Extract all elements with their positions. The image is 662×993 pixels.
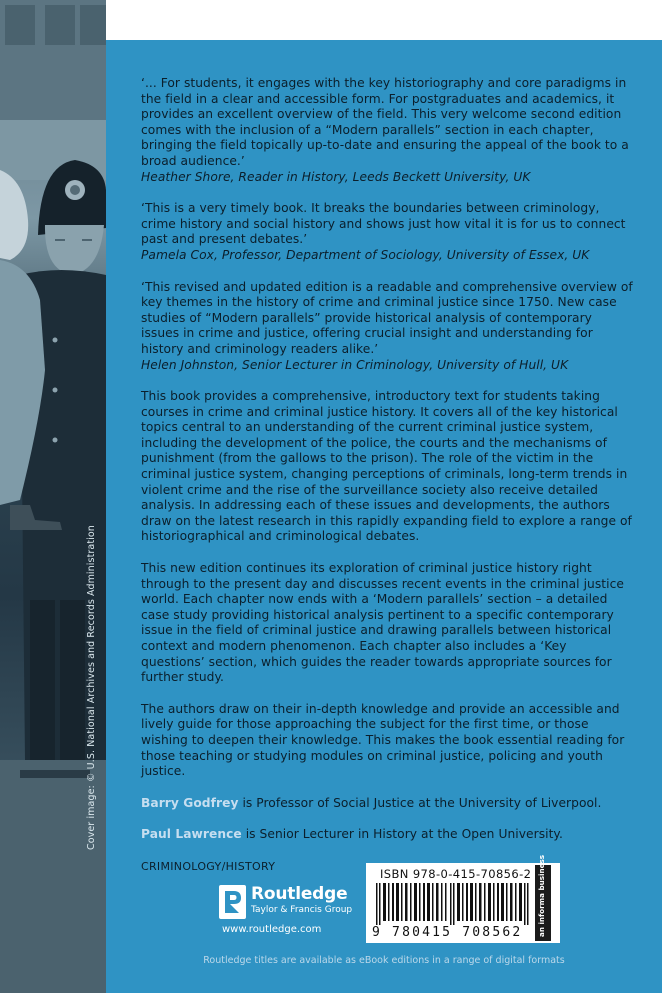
quote-text: ‘This revised and updated edition is a readable and comprehensive overview of key themes in the history of crime and criminal justice since 1750. New case studies of “Modern parallels” provide historical analysis of contemporary issues in crime and justice, offering crucial insight and understanding for history and criminology readers alike.’ — [141, 279, 633, 356]
author-name: Barry Godfrey — [141, 795, 239, 810]
barcode-icon — [374, 883, 534, 925]
informa-label: an informa business — [537, 854, 546, 937]
review-quote — [141, 76, 633, 185]
author-bio — [141, 827, 633, 843]
description-paragraph: The authors draw on their in-depth knowledge and provide an accessible and lively guide for those approaching the subject for the first time, or those wishing to deepen their knowledge. This makes the book essential reading for those teaching or studying modules on criminal justice, policing and youth justice. — [141, 701, 625, 779]
top-white-strip — [106, 0, 662, 40]
back-cover-text — [141, 76, 633, 891]
routledge-mark-icon — [219, 885, 246, 919]
publisher-name: Routledge — [251, 884, 348, 904]
quote-attribution: Heather Shore, Reader in History, Leeds Beckett University, UK — [141, 169, 531, 184]
description-paragraph: This book provides a comprehensive, introductory text for students taking courses in crime and criminal justice history. It covers all of the key historical topics central to an understanding of the current criminal justice system, including the development of the police, the courts and the mechanisms of punishment (from the gallows to the prison). The role of the victim in the criminal justice system, changing perceptions of criminals, long-term trends in violent crime and the rise of the surveillance society also receive detailed analysis. In addressing each of these issues and developments, the authors draw on the latest research in this rapidly expanding field to explore a range of historiographical and criminological debates. — [141, 389, 632, 544]
isbn-barcode-panel — [366, 854, 560, 943]
review-quote — [141, 201, 633, 263]
author-bio — [141, 796, 633, 812]
ebook-footer-note: Routledge titles are available as eBook editions in a range of digital formats — [203, 955, 565, 966]
quote-attribution: Pamela Cox, Professor, Department of Sociology, University of Essex, UK — [141, 247, 590, 262]
informa-badge — [535, 854, 551, 941]
author-bio-text: is Senior Lecturer in History at the Open University. — [241, 827, 563, 842]
quote-text: ‘... For students, it engages with the key historiography and core paradigms in the field in a clear and accessible form. For postgraduates and academics, it provides an excellent overview of the field. This very welcome second edition comes with the inclusion of a “Modern parallels” section in each chapter, bringing the field topically up-to-date and ensuring the appeal of the book to a broad audience.’ — [141, 76, 629, 168]
quote-attribution: Helen Johnston, Senior Lecturer in Criminology, University of Hull, UK — [141, 357, 569, 372]
isbn-label: ISBN 978-0-415-70856-2 — [380, 867, 532, 881]
review-quote — [141, 280, 633, 374]
author-name: Paul Lawrence — [141, 827, 242, 842]
cover-image-credit: Cover image: © U.S. National Archives and Records Administration — [86, 525, 97, 850]
barcode-digits: 9 780415 708562 — [372, 925, 523, 940]
author-bio-text: is Professor of Social Justice at the University of Liverpool. — [238, 795, 602, 810]
description-paragraph: This new edition continues its exploration of criminal justice history right through to the present day and discusses recent events in the criminal justice world. Each chapter now ends with a ‘Modern parallels’ section – a detailed case study providing historical analysis pertinent to a specific contemporary issue in the field of criminal justice and drawing parallels between historical context and modern phenomenon. Each chapter also includes a ‘Key questions’ section, which guides the reader towards appropriate sources for further study. — [141, 561, 624, 685]
quote-text: ‘This is a very timely book. It breaks the boundaries between criminology, crime history and social history and shows just how vital it is for us to connect past and present debates.’ — [141, 201, 626, 247]
publisher-url[interactable]: www.routledge.com — [222, 924, 322, 935]
subject-category: CRIMINOLOGY/HISTORY — [141, 859, 276, 873]
publisher-group: Taylor & Francis Group — [251, 905, 353, 915]
publisher-logo — [219, 883, 359, 943]
